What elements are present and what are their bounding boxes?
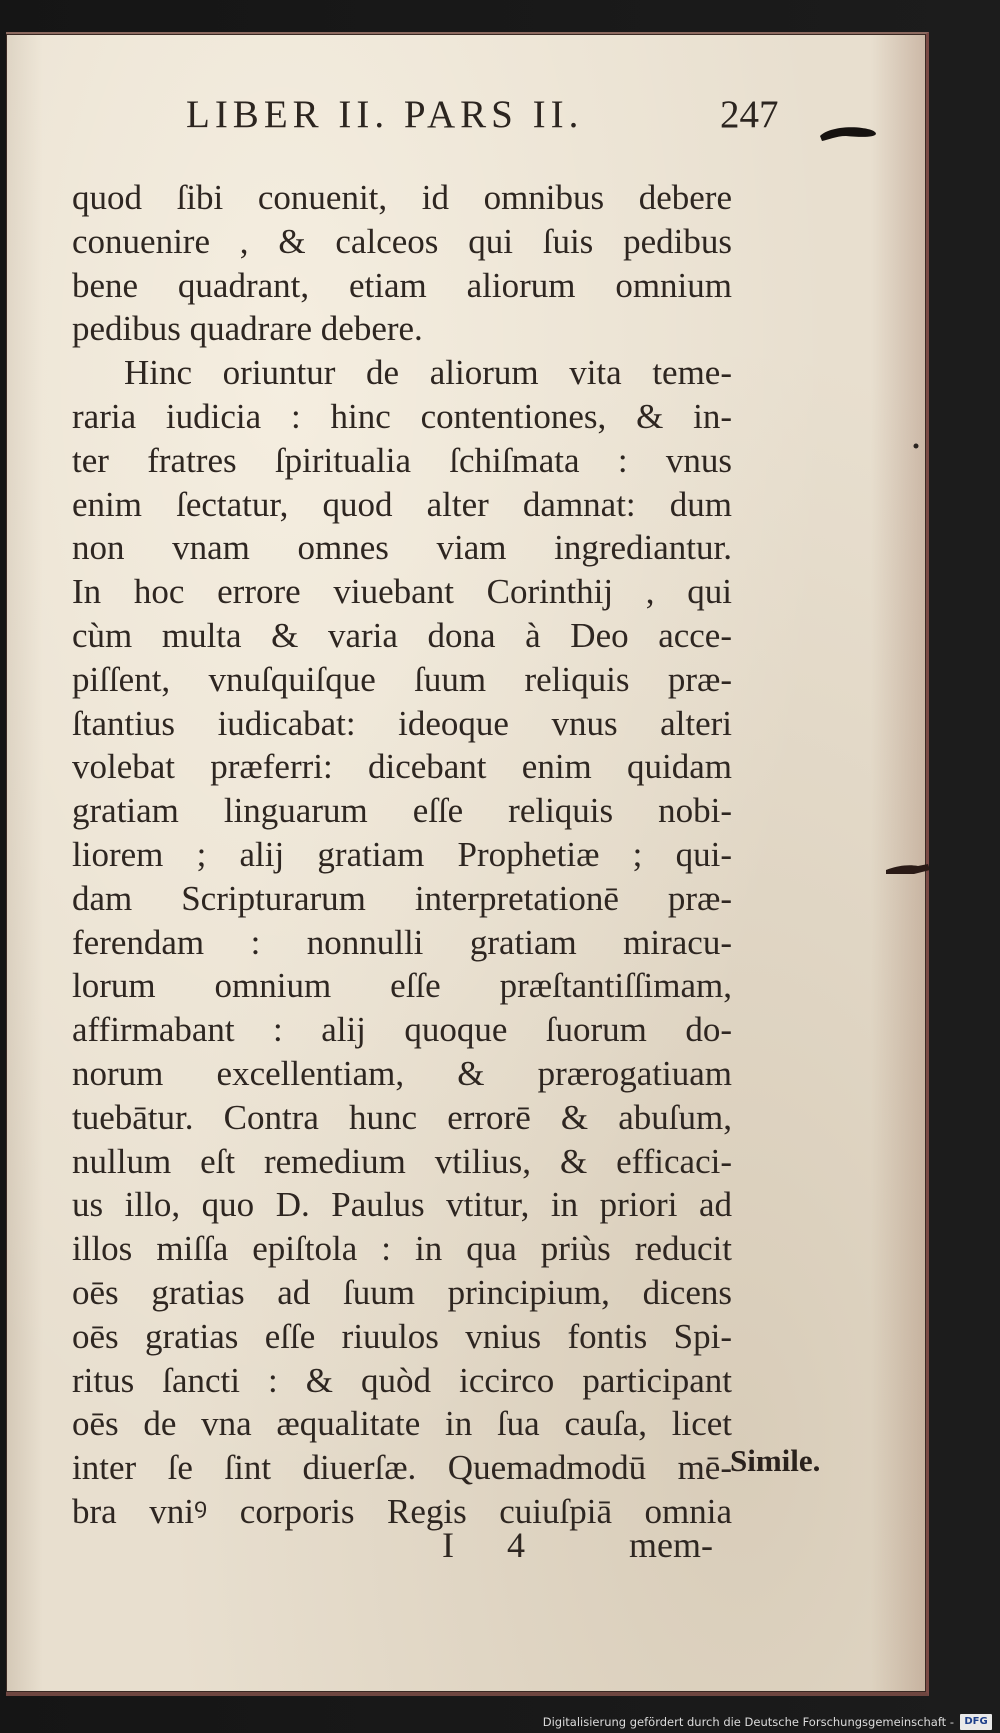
text-line: Hinc oriuntur de aliorum vita teme- xyxy=(124,353,732,393)
text-line: nullum eſt remedium vtilius, & efficaci- xyxy=(72,1141,732,1181)
text-line: ter fratres ſpiritualia ſchiſmata : vnus xyxy=(72,440,732,480)
digitization-credit: Digitalisierung gefördert durch die Deutsche Forschungsgemeinschaft - xyxy=(542,1715,954,1729)
text-line: raria iudicia : hinc contentiones, & in- xyxy=(72,396,732,436)
text-line: piſſent, vnuſquiſque ſuum reliquis præ- xyxy=(72,659,732,699)
text-line: ferendam : nonnulli gratiam miracu- xyxy=(72,922,732,962)
book-page xyxy=(6,32,929,1696)
torn-edge-mark xyxy=(884,846,932,886)
text-line: enim ſectatur, quod alter damnat: dum xyxy=(72,484,732,524)
text-line: bene quadrant, etiam aliorum omnium xyxy=(72,265,732,305)
margin-note: Simile. xyxy=(730,1443,821,1478)
text-line: us illo, quo D. Paulus vtitur, in priori ad xyxy=(72,1185,732,1225)
text-line: non vnam omnes viam ingrediantur. xyxy=(72,528,732,568)
text-line: oēs gratias ad ſuum principium, dicens xyxy=(72,1272,732,1312)
text-line: liorem ; alij gratiam Prophetiæ ; qui- xyxy=(72,834,732,874)
catchword: mem- xyxy=(629,1525,713,1565)
edge-dot-mark xyxy=(912,442,920,450)
running-head: LIBER II. PARS II. xyxy=(186,93,584,136)
signature-mark: I 4 xyxy=(442,1525,547,1565)
text-line: tuebātur. Contra hunc errorē & abuſum, xyxy=(72,1097,732,1137)
text-line: In hoc errore viuebant Corinthij , qui xyxy=(72,572,732,612)
text-line: ſtantius iudicabat: ideoque vnus alteri xyxy=(72,703,732,743)
text-line: ritus ſancti : & quòd iccirco participant xyxy=(72,1360,732,1400)
ink-blot-mark xyxy=(818,122,878,144)
text-line: norum excellentiam, & prærogatiuam xyxy=(72,1053,732,1093)
text-line: bra vniꝰ corporis Regis cuiuſpiā omnia xyxy=(72,1491,732,1531)
text-line: oēs gratias eſſe riuulos vnius fontis Spi- xyxy=(72,1316,732,1356)
text-line: affirmabant : alij quoque ſuorum do- xyxy=(72,1010,732,1050)
text-line: quod ſibi conuenit, id omnibus debere xyxy=(72,178,732,217)
text-line: volebat præferri: dicebant enim quidam xyxy=(72,747,732,787)
text-line: inter ſe ſint diuerſæ. Quemadmodū mē- xyxy=(72,1448,732,1488)
main-text xyxy=(72,176,732,1534)
page-header xyxy=(6,92,926,152)
text-line: lorum omnium eſſe præſtantiſſimam, xyxy=(72,966,732,1006)
text-line: dam Scripturarum interpretationē præ- xyxy=(72,878,732,918)
page-number: 247 xyxy=(720,93,779,136)
text-line: conuenire , & calceos qui ſuis pedibus xyxy=(72,221,732,261)
text-line: gratiam linguarum eſſe reliquis nobi- xyxy=(72,791,732,831)
dfg-logo: DFG xyxy=(960,1714,992,1730)
text-line: illos miſſa epiſtola : in qua priùs reducit xyxy=(72,1229,732,1269)
text-line: oēs de vna æqualitate in ſua cauſa, licet xyxy=(72,1404,732,1444)
text-line: pedibus quadrare debere. xyxy=(72,309,423,349)
text-line: cùm multa & varia dona à Deo acce- xyxy=(72,615,732,655)
